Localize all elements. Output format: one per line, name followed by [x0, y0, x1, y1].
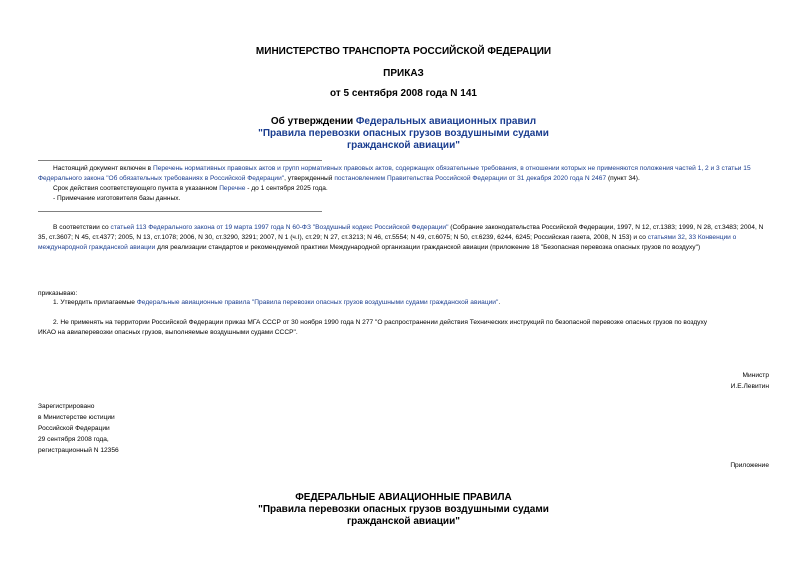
document-title	[0, 116, 807, 152]
order-item-2-line1: 2. Не применять на территории Российской Федерации приказ МГА СССР от 30 ноября 1990 года N 277 "О распространении действия Технических инструкций по безопасной перевозке опасных грузов по воздуху	[53, 319, 708, 326]
note-text: - до 1 сентября 2025 года.	[245, 185, 328, 192]
note-bottom-rule	[38, 211, 322, 212]
order-text: .	[498, 299, 501, 306]
editor-note	[38, 164, 770, 204]
preamble-text: для реализации стандартов и рекомендуемой практики Международной организации гражданской авиации (приложение 18 "Безопасная перевозка опасных грузов по воздуху")	[155, 244, 701, 251]
ministry-heading: МИНИСТЕРСТВО ТРАНСПОРТА РОССИЙСКОЙ ФЕДЕРАЦИИ	[255, 46, 552, 57]
convention-link[interactable]: 33 Конвенции о международной гражданской авиации	[38, 234, 737, 251]
title-link-line2[interactable]: "Правила перевозки опасных грузов воздушными судами	[258, 128, 549, 139]
registration-line: Зарегистрировано	[38, 403, 95, 410]
order-item-2-line2: ИКАО на авиаперевозки опасных грузов, выполняемые воздушными судами СССР".	[38, 329, 298, 336]
note-text: Срок действия соответствующего пункта в указанном	[53, 185, 220, 192]
note-top-rule	[38, 160, 322, 161]
title-prefix: Об утверждении	[270, 116, 356, 127]
appendix-title-line1: ФЕДЕРАЛЬНЫЕ АВИАЦИОННЫЕ ПРАВИЛА	[295, 492, 512, 503]
air-code-link[interactable]: статьей 113 Федерального закона от 19 марта 1997 года N 60-ФЗ "Воздушный кодекс Российской Федерации"	[110, 224, 449, 231]
resolution-link[interactable]: постановлением Правительства Российской Федерации от 31 декабря 2020 года N 2467	[334, 175, 607, 182]
doc-type-heading: ПРИКАЗ	[383, 68, 424, 79]
doc-date-number: от 5 сентября 2008 года N 141	[330, 88, 477, 99]
note-source: - Примечание изготовителя базы данных.	[53, 195, 181, 202]
signature-name: И.Е.Левитин	[730, 383, 769, 390]
order-lead: приказываю:	[38, 290, 78, 297]
list-short-link[interactable]: Перечне	[219, 185, 246, 192]
registration-block	[38, 401, 119, 456]
rules-link[interactable]: Федеральные авиационные правила "Правила перевозки опасных грузов воздушными судами гражданской авиации"	[136, 299, 499, 306]
preamble-text: ,	[684, 234, 689, 241]
note-text: Настоящий документ включен в	[53, 165, 153, 172]
title-link-line1[interactable]: Федеральных авиационных правил	[355, 116, 537, 127]
registration-line: регистрационный N 12356	[38, 447, 119, 454]
order-item-2	[38, 318, 807, 338]
article-32-link[interactable]: статьями 32	[647, 234, 685, 241]
list-link[interactable]: Перечень нормативных правовых актов и групп нормативных правовых актов, содержащих обязательные требования, в отношении которых не применяются положения частей 1, 2 и 3 статьи 15 Федерального закона "Об обязательных требованиях в Российской Федерации"	[38, 165, 751, 182]
preamble-text: В соответствии со	[53, 224, 111, 231]
signature-block	[731, 370, 769, 392]
registration-line: 29 сентября 2008 года,	[38, 436, 109, 443]
registration-line: Российской Федерации	[38, 425, 110, 432]
appendix-title	[0, 492, 807, 528]
title-link-line3[interactable]: гражданской авиации"	[347, 140, 460, 151]
signature-position: Министр	[742, 372, 769, 379]
preamble-paragraph	[38, 223, 770, 253]
order-item-1	[53, 298, 773, 308]
note-text: , утвержденный	[284, 175, 335, 182]
appendix-title-line2: "Правила перевозки опасных грузов воздушными судами	[258, 504, 549, 515]
order-text: 1. Утвердить прилагаемые	[53, 299, 137, 306]
appendix-title-line3: гражданской авиации"	[347, 516, 460, 527]
preamble-text: (Собрание законодательства Российской Федерации, 1997, N 12, ст.1383; 1999, N 28, ст.3483; 2004, N 35, ст.3607; N 45, ст.4377; 2005, N 13, ст.1078; 2006, N 30, ст.3290, 3291; 2007, N 1 (ч.I), ст.29; N 27, ст.3213; N 46, ст.5554; N 49, ст.6075; N 50, ст.6239, 6244, 6245; Российская газета, 2008, N 153) и со	[38, 224, 764, 241]
registration-line: в Министерстве юстиции	[38, 414, 115, 421]
note-text: (пункт 34).	[606, 175, 640, 182]
appendix-label: Приложение	[730, 462, 769, 469]
